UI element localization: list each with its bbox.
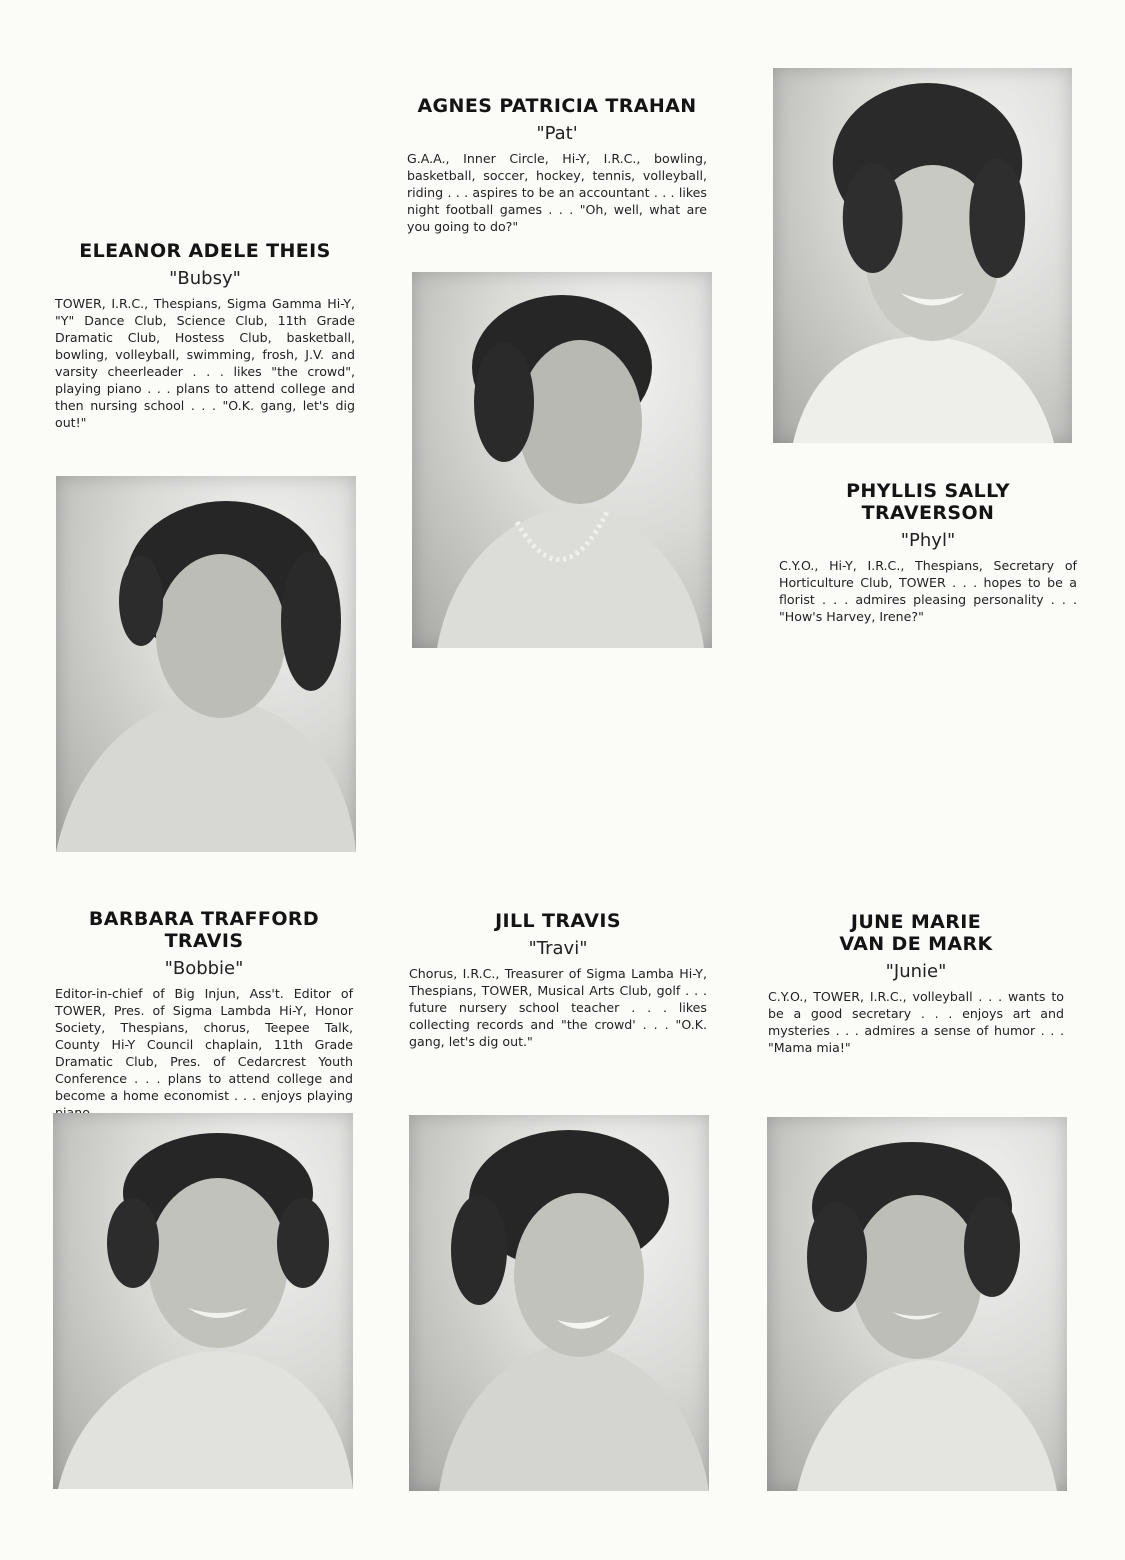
- student-name: JUNE MARIE VAN DE MARK: [839, 911, 993, 955]
- entry-theis: [55, 240, 355, 431]
- student-bio: TOWER, I.R.C., Thespians, Sigma Gamma Hi-Y, "Y" Dance Club, Science Club, 11th Grade Dramatic Club, Hostess Club, basketball, bowling, volleyball, swimming, frosh, J.V. and varsity cheerleader . . . likes "the crowd", playing piano . . . plans to attend college and then nursing school . . . "O.K. gang, let's dig out!": [55, 296, 355, 430]
- entry-traverson: [779, 480, 1077, 625]
- student-name: AGNES PATRICIA TRAHAN: [417, 95, 697, 117]
- student-nickname: "Junie": [885, 961, 947, 982]
- entry-j-travis: [409, 910, 707, 1050]
- entry-van-de-mark: [768, 911, 1064, 1056]
- portrait-photo-j-travis: [409, 1115, 709, 1491]
- student-name: ELEANOR ADELE THEIS: [79, 240, 331, 262]
- entry-trahan: [407, 95, 707, 235]
- portrait-photo-van-de-mark: [767, 1117, 1067, 1491]
- student-name: PHYLLIS SALLY TRAVERSON: [846, 480, 1010, 524]
- student-bio: C.Y.O., Hi-Y, I.R.C., Thespians, Secretary of Horticulture Club, TOWER . . . hopes to be a florist . . . admires pleasing personality . . . "How's Harvey, Irene?": [779, 558, 1077, 624]
- portrait-photo-b-travis: [53, 1113, 353, 1489]
- student-bio: G.A.A., Inner Circle, Hi-Y, I.R.C., bowling, basketball, soccer, hockey, tennis, volleyball, riding . . . aspires to be an accountant . . . likes night football games . . . "Oh, well, what are you going to do?": [407, 151, 707, 234]
- student-nickname: "Bobbie": [164, 958, 244, 979]
- entry-b-travis: [55, 908, 353, 1121]
- student-bio: C.Y.O., TOWER, I.R.C., volleyball . . . wants to be a good secretary . . . enjoys art and mysteries . . . admires a sense of humor . . . "Mama mia!": [768, 989, 1064, 1055]
- student-name: JILL TRAVIS: [495, 910, 621, 932]
- portrait-photo-trahan: [412, 272, 712, 648]
- student-nickname: "Pat': [536, 123, 578, 144]
- student-bio: Chorus, I.R.C., Treasurer of Sigma Lamba Hi-Y, Thespians, TOWER, Musical Arts Club, golf . . . future nursery school teacher . . . likes collecting records and "the crowd' . . . "O.K. gang, let's dig out.": [409, 966, 707, 1049]
- portrait-photo-theis: [56, 476, 356, 852]
- student-nickname: "Phyl": [900, 530, 956, 551]
- student-name: BARBARA TRAFFORD TRAVIS: [88, 908, 320, 952]
- portrait-photo-traverson: [773, 68, 1072, 443]
- student-bio: Editor-in-chief of Big Injun, Ass't. Editor of TOWER, Pres. of Sigma Lambda Hi-Y, Honor Society, Thespians, chorus, Teepee Talk, County Hi-Y Council chaplain, 11th Grade Dramatic Club, Pres. of Cedarcrest Youth Conference . . . plans to attend college and become a home economist . . . enjoys playing: [55, 986, 353, 1103]
- student-nickname: "Bubsy": [169, 268, 241, 289]
- student-nickname: "Travi": [528, 938, 588, 959]
